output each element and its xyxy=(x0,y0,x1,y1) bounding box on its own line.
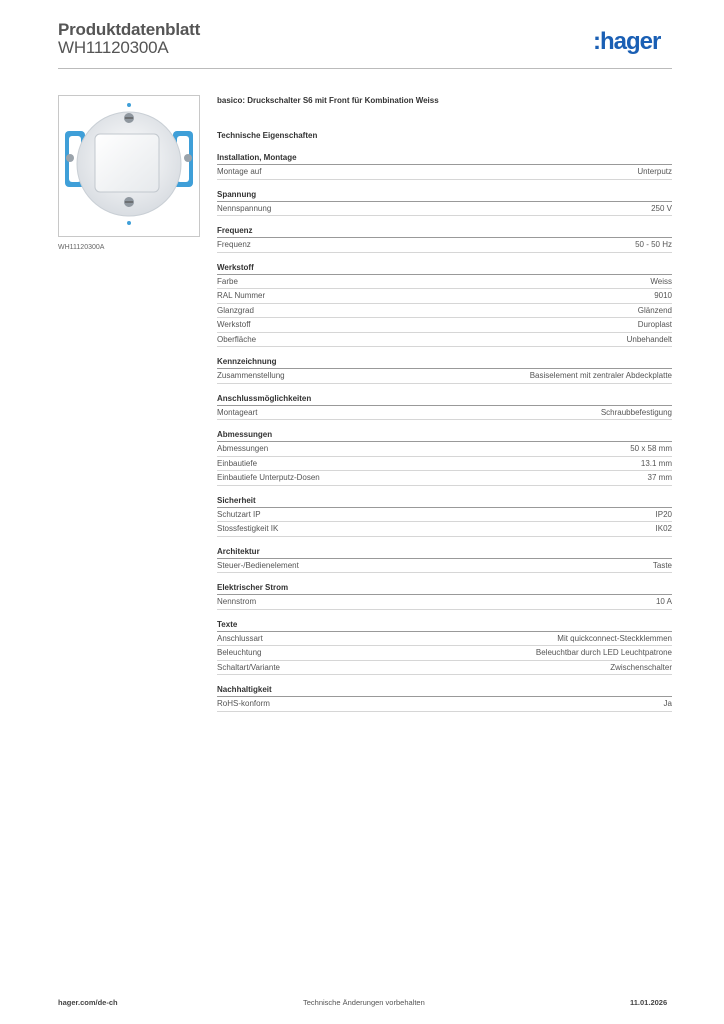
section-title: Anschlussmöglichkeiten xyxy=(217,393,672,406)
hager-logo: :hager xyxy=(593,28,661,55)
section-title: Werkstoff xyxy=(217,262,672,275)
spec-value: Duroplast xyxy=(637,320,672,329)
spec-section xyxy=(217,546,672,574)
spec-row xyxy=(217,202,672,217)
spec-section xyxy=(217,262,672,348)
spec-value: IP20 xyxy=(655,509,672,519)
spec-row xyxy=(217,238,672,253)
spec-value: 9010 xyxy=(654,291,672,300)
spec-label: RAL Nummer xyxy=(217,291,266,300)
spec-label: Abmessungen xyxy=(217,444,269,453)
spec-section xyxy=(217,393,672,421)
properties-heading: Technische Eigenschaften xyxy=(217,131,318,140)
spec-label: Stossfestigkeit IK xyxy=(217,524,279,533)
spec-row xyxy=(217,697,672,712)
spec-value: Weiss xyxy=(650,276,672,286)
product-image xyxy=(58,95,200,237)
spec-label: Nennspannung xyxy=(217,203,272,213)
section-title: Installation, Montage xyxy=(217,152,672,165)
spec-value: Glänzend xyxy=(637,305,672,315)
spec-value: 13.1 mm xyxy=(640,458,672,468)
spec-row xyxy=(217,369,672,384)
spec-value: Basiselement mit zentraler Abdeckplatte xyxy=(529,371,672,380)
spec-row xyxy=(217,595,672,610)
spec-value: Schraubbefestigung xyxy=(600,407,672,417)
image-caption: WH11120300A xyxy=(58,244,105,251)
spec-label: Farbe xyxy=(217,276,238,286)
spec-section xyxy=(217,225,672,253)
spec-label: Einbautiefe Unterputz-Dosen xyxy=(217,473,320,482)
page-title: Produktdatenblatt xyxy=(58,20,201,39)
spec-section xyxy=(217,495,672,537)
spec-row xyxy=(217,661,672,676)
spec-value: IK02 xyxy=(655,524,672,533)
spec-row xyxy=(217,632,672,647)
spec-section xyxy=(217,152,672,180)
section-title: Nachhaltigkeit xyxy=(217,684,672,697)
footer-notice: Technische Änderungen vorbehalten xyxy=(303,998,425,1007)
spec-sections xyxy=(217,152,672,712)
footer-date: 11.01.2026 xyxy=(630,998,668,1007)
spec-value: Beleuchtbar durch LED Leuchtpatrone xyxy=(535,648,672,657)
spec-row xyxy=(217,333,672,348)
section-title: Elektrischer Strom xyxy=(217,582,672,595)
spec-row xyxy=(217,559,672,574)
spec-row xyxy=(217,646,672,661)
spec-row xyxy=(217,522,672,537)
product-description: basico: Druckschalter S6 mit Front für Kombination Weiss xyxy=(217,96,439,105)
spec-label: Steuer-/Bedienelement xyxy=(217,560,299,570)
section-title: Frequenz xyxy=(217,225,672,238)
article-number: WH11120300A xyxy=(58,38,169,57)
spec-value: Unbehandelt xyxy=(626,334,672,344)
spec-label: Schaltart/Variante xyxy=(217,662,280,672)
spec-value: Unterputz xyxy=(637,167,672,176)
spec-value: 250 V xyxy=(651,203,672,213)
spec-row xyxy=(217,471,672,486)
spec-label: Montage auf xyxy=(217,167,262,176)
spec-value: Ja xyxy=(663,699,672,708)
spec-label: Anschlussart xyxy=(217,633,263,643)
section-title: Spannung xyxy=(217,189,672,202)
spec-row xyxy=(217,289,672,304)
section-title: Texte xyxy=(217,619,672,632)
spec-label: Beleuchtung xyxy=(217,648,262,657)
spec-value: 37 mm xyxy=(647,473,672,482)
spec-section xyxy=(217,582,672,610)
spec-row xyxy=(217,457,672,472)
spec-content xyxy=(217,96,672,712)
spec-label: RoHS-konform xyxy=(217,699,270,708)
section-title: Sicherheit xyxy=(217,495,672,508)
spec-value: Zwischenschalter xyxy=(610,662,672,672)
spec-row xyxy=(217,508,672,523)
spec-label: Glanzgrad xyxy=(217,305,254,315)
section-title: Abmessungen xyxy=(217,429,672,442)
spec-row xyxy=(217,165,672,180)
spec-row xyxy=(217,318,672,333)
footer-website[interactable]: hager.com/de-ch xyxy=(58,998,118,1007)
spec-value: 50 x 58 mm xyxy=(630,444,672,453)
spec-section xyxy=(217,189,672,217)
spec-section xyxy=(217,684,672,712)
spec-value: Mit quickconnect-Steckklemmen xyxy=(557,633,672,643)
spec-label: Montageart xyxy=(217,407,258,417)
spec-value: Taste xyxy=(652,560,672,570)
header-divider xyxy=(58,68,672,69)
spec-row xyxy=(217,275,672,290)
spec-label: Schutzart IP xyxy=(217,509,261,519)
spec-label: Nennstrom xyxy=(217,597,257,606)
spec-label: Werkstoff xyxy=(217,320,251,329)
spec-value: 50 - 50 Hz xyxy=(635,240,672,249)
spec-section xyxy=(217,619,672,676)
spec-label: Frequenz xyxy=(217,240,251,249)
spec-section xyxy=(217,429,672,486)
spec-row xyxy=(217,304,672,319)
spec-label: Oberfläche xyxy=(217,334,257,344)
spec-value: 10 A xyxy=(655,597,672,606)
switch-product-photo xyxy=(59,96,199,236)
section-title: Architektur xyxy=(217,546,672,559)
spec-section xyxy=(217,356,672,384)
spec-label: Einbautiefe xyxy=(217,458,258,468)
section-title: Kennzeichnung xyxy=(217,356,672,369)
spec-label: Zusammenstellung xyxy=(217,371,285,380)
spec-row xyxy=(217,442,672,457)
spec-row xyxy=(217,406,672,421)
